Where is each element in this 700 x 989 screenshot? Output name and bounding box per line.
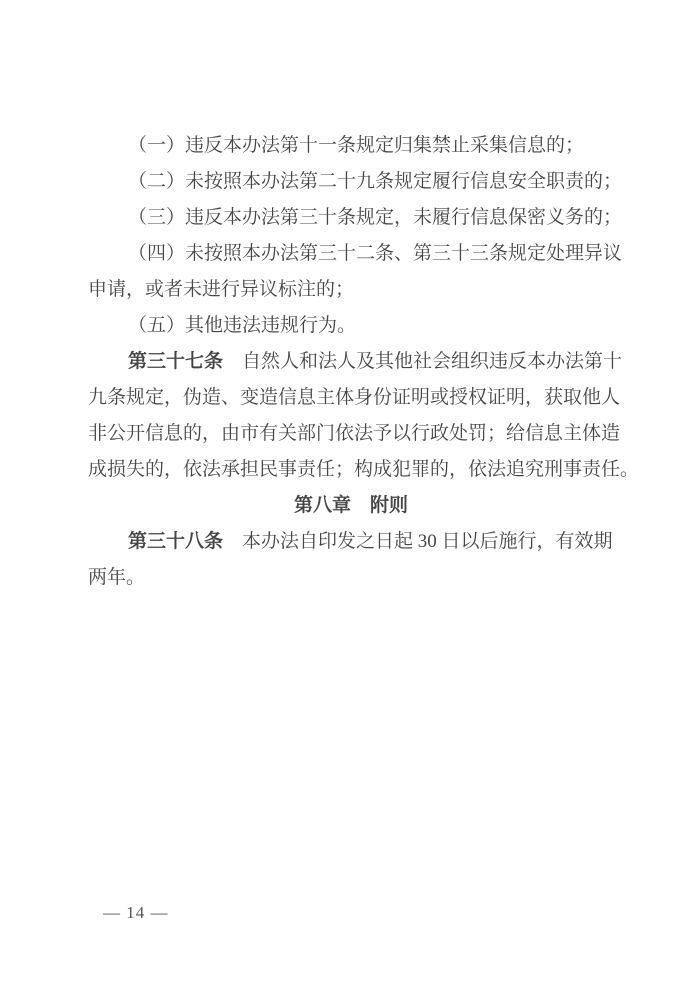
page-number: — 14 —	[103, 903, 169, 922]
article-38-line-2: 两年。	[88, 567, 146, 588]
clause-item-5: （五）其他违法违规行为。	[128, 315, 357, 336]
clause-item-3: （三）违反本办法第三十条规定，未履行信息保密义务的；	[128, 207, 623, 228]
clause-item-4-line-2: 申请，或者未进行异议标注的；	[88, 279, 355, 300]
clause-item-4-line-1: （四）未按照本办法第三十二条、第三十三条规定处理异议	[128, 243, 623, 264]
article-37-number: 第三十七条	[128, 351, 224, 372]
article-37-line-1	[88, 344, 623, 380]
article-37-text: 自然人和法人及其他社会组织违反本办法第十	[223, 351, 623, 372]
article-38-text: 本办法自印发之日起 30 日以后施行，有效期	[223, 531, 613, 552]
article-37-line-4: 成损失的，依法承担民事责任；构成犯罪的，依法追究刑事责任。	[88, 459, 640, 480]
article-37-line-2: 九条规定，伪造、变造信息主体身份证明或授权证明，获取他人	[88, 387, 621, 408]
clause-item-2: （二）未按照本办法第二十九条规定履行信息安全职责的；	[128, 171, 623, 192]
article-37-line-3: 非公开信息的，由市有关部门依法予以行政处罚；给信息主体造	[88, 423, 621, 444]
article-38-line-1	[88, 524, 614, 560]
clause-item-1: （一）违反本办法第十一条规定归集禁止采集信息的；	[128, 135, 585, 156]
article-38-number: 第三十八条	[128, 531, 224, 552]
chapter-8-heading: 第八章 附则	[293, 495, 408, 516]
document-body	[88, 128, 640, 596]
